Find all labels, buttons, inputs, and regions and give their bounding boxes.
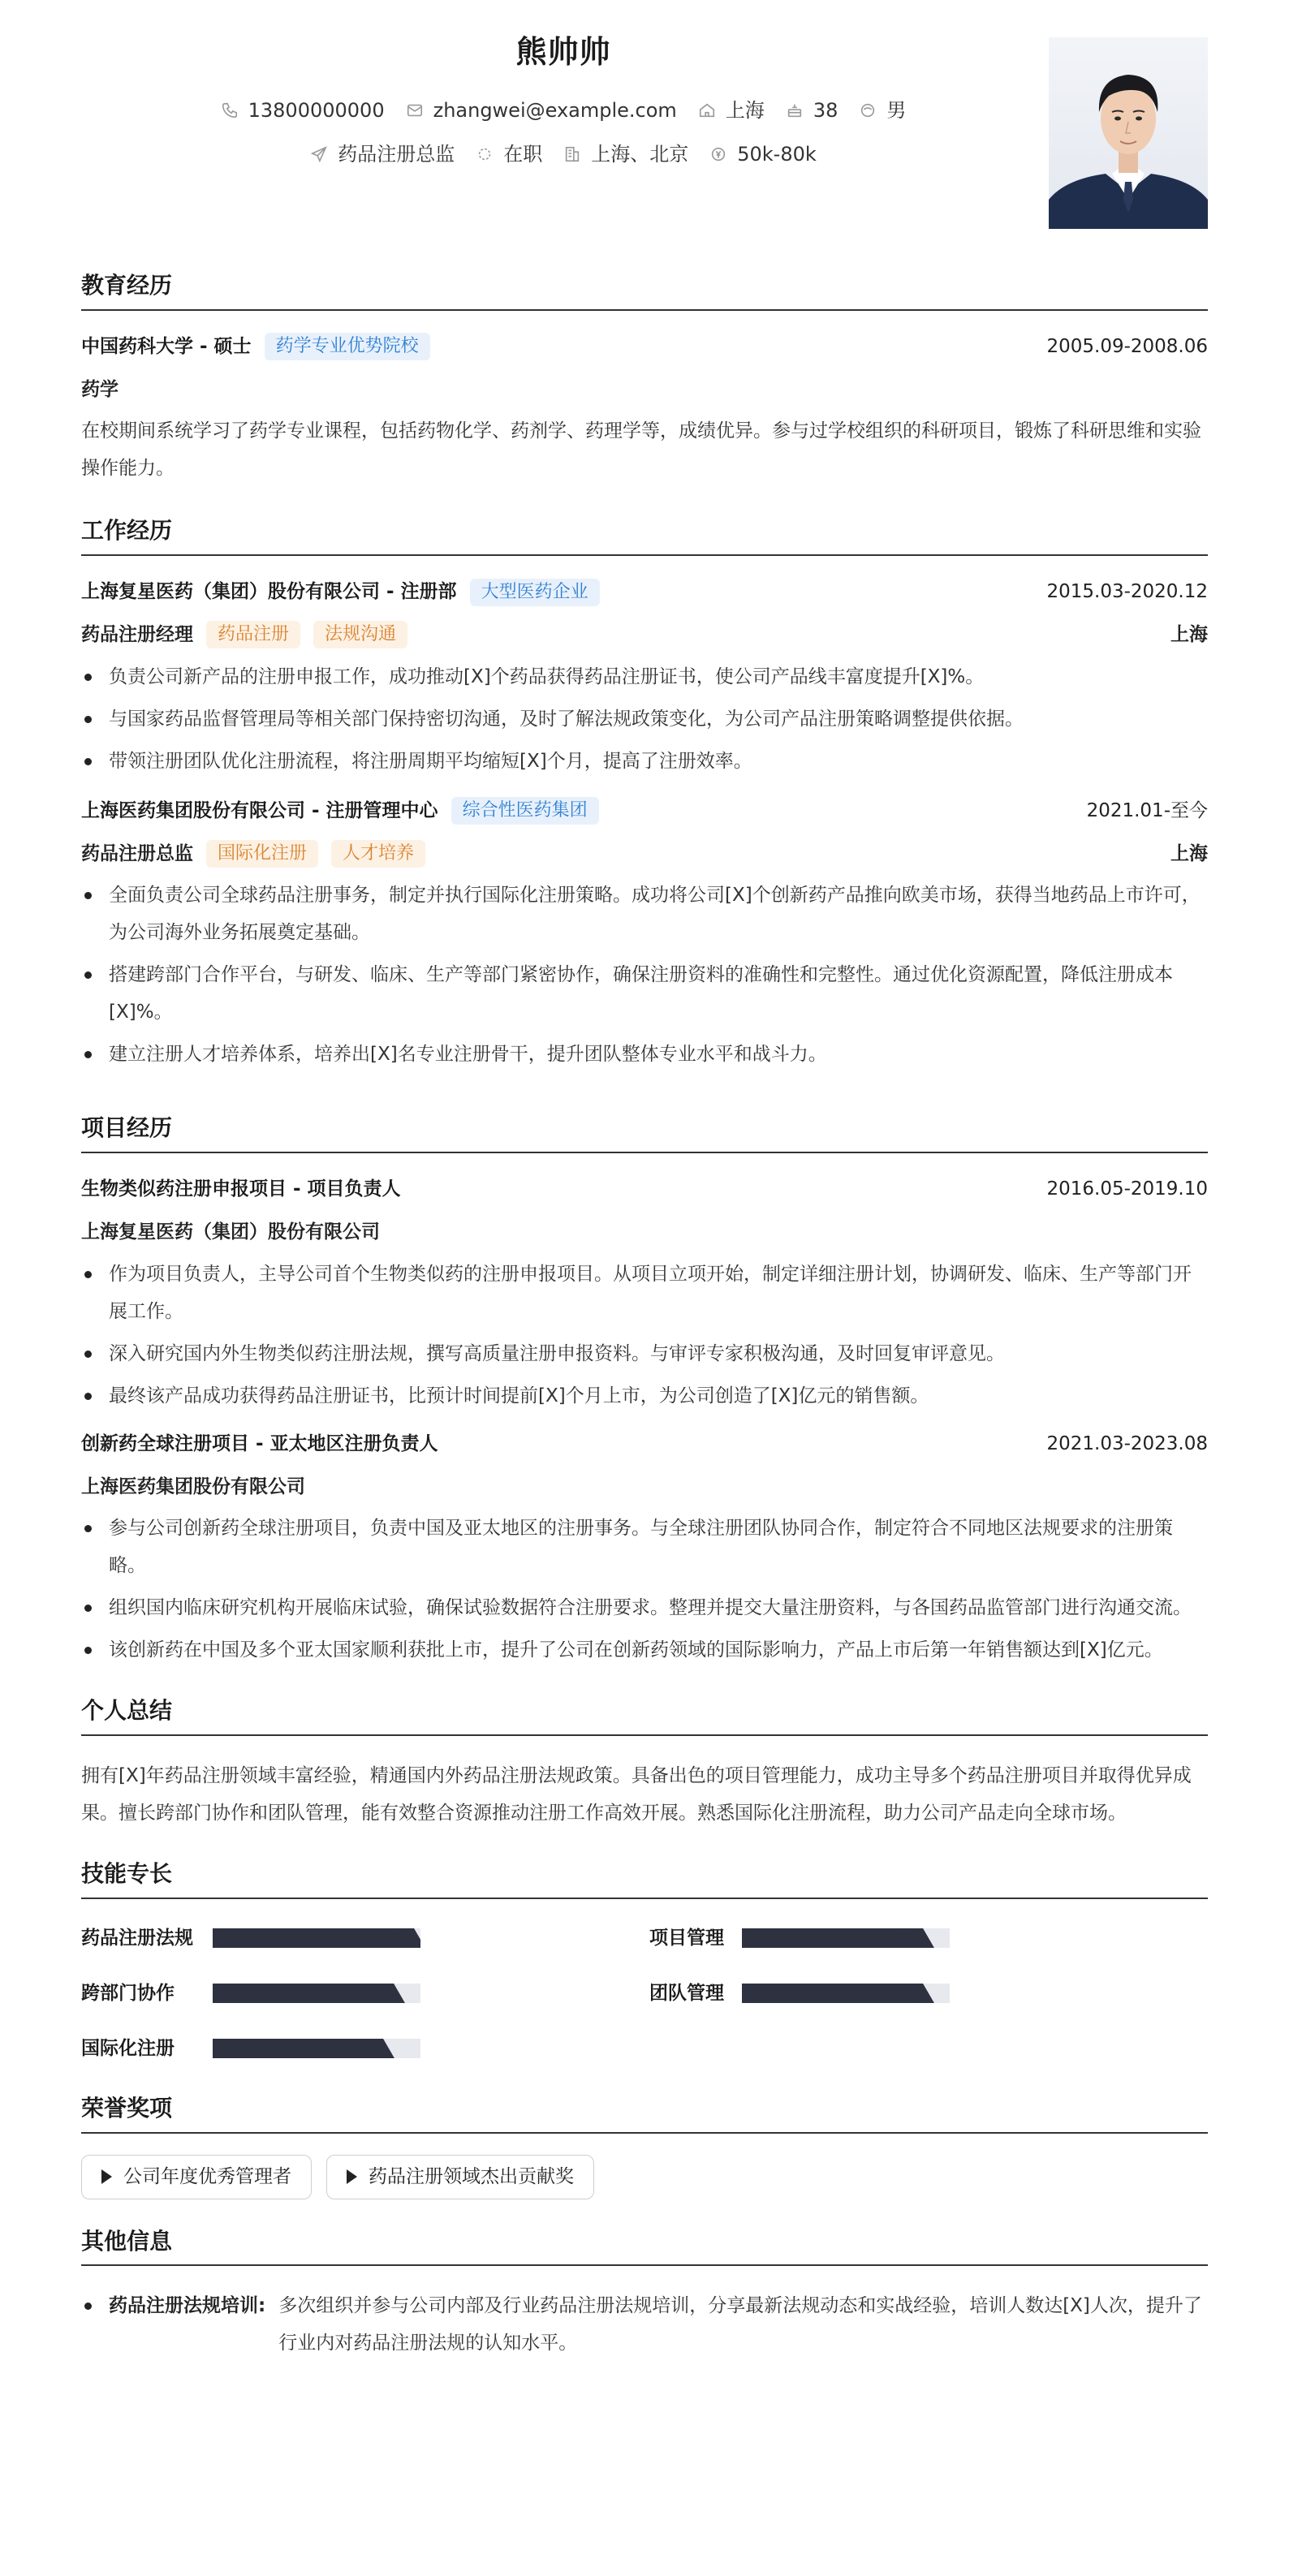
skill-bar-fill	[213, 2039, 379, 2058]
position-item	[310, 139, 455, 170]
salary-text: 50k-80k	[737, 143, 817, 166]
project-title: 项目经历	[81, 1110, 1208, 1153]
gender-icon	[859, 101, 877, 119]
profile-photo	[1049, 37, 1208, 229]
school-tag: 药学专业优势院校	[265, 333, 430, 360]
city-text: 上海	[725, 99, 765, 122]
project-entry	[81, 1174, 1208, 1415]
contact-row	[81, 95, 1045, 126]
company-name: 上海医药集团股份有限公司 - 注册管理中心	[81, 799, 438, 821]
skill-item	[649, 1920, 1136, 1956]
other-section	[81, 2224, 1208, 2363]
project-org: 上海医药集团股份有限公司	[81, 1475, 305, 1497]
location-item	[563, 139, 688, 170]
work-role-group	[81, 620, 407, 650]
status-text: 在职	[503, 143, 543, 166]
building-icon	[563, 145, 581, 163]
send-icon	[310, 145, 328, 163]
list-item: 深入研究国内外生物类似药注册法规，撰写高质量注册申报资料。与审评专家积极沟通，及时回复审评意见。	[81, 1335, 1208, 1372]
salary-item	[709, 139, 817, 170]
phone-icon	[221, 101, 239, 119]
list-item: 搭建跨部门合作平台，与研发、临床、生产等部门紧密协作，确保注册资料的准确性和完整性。通过优化资源配置，降低注册成本[X]%。	[81, 956, 1208, 1031]
company-tag: 综合性医药集团	[451, 797, 599, 825]
project-row	[81, 1429, 1208, 1459]
award-label: 药品注册领域杰出贡献奖	[369, 2165, 574, 2187]
project-entry	[81, 1429, 1208, 1669]
education-desc: 在校期间系统学习了药学专业课程，包括药物化学、药剂学、药理学等，成绩优异。参与过学校组织的科研项目，锻炼了科研思维和实验操作能力。	[81, 420, 1201, 480]
project-name: 生物类似药注册申报项目 - 项目负责人	[81, 1178, 401, 1200]
skill-bar	[213, 1928, 420, 1948]
project-name: 创新药全球注册项目 - 亚太地区注册负责人	[81, 1432, 438, 1454]
skill-bar	[213, 2039, 420, 2058]
work-bullets	[81, 877, 1208, 1073]
skill-item	[81, 1920, 649, 1956]
status-icon	[476, 145, 494, 163]
skill-bar-fill	[742, 1928, 919, 1948]
other-item	[81, 2287, 1208, 2362]
skill-item	[81, 2031, 649, 2066]
skill-name: 团队管理	[649, 1982, 724, 2004]
award-chip[interactable]	[81, 2155, 312, 2199]
summary-section	[81, 1693, 1208, 1832]
list-item: 全面负责公司全球药品注册事务，制定并执行国际化注册策略。成功将公司[X]个创新药产品推向欧美市场，获得当地药品上市许可，为公司海外业务拓展奠定基础。	[81, 877, 1208, 951]
other-value: 多次组织并参与公司内部及行业药品注册法规培训，分享最新法规动态和实战经验，培训人数达[X]人次，提升了行业内对药品注册法规的认知水平。	[278, 2295, 1202, 2354]
age-text: 38	[813, 99, 838, 122]
age-icon	[786, 101, 804, 119]
awards-title: 荣誉奖项	[81, 2091, 1208, 2134]
skills-grid	[81, 1920, 1208, 2066]
work-skill-tag: 法规沟通	[313, 621, 407, 648]
list-item: 最终该产品成功获得药品注册证书，比预计时间提前[X]个月上市，为公司创造了[X]亿元的销售额。	[81, 1377, 1208, 1415]
work-row	[81, 577, 1208, 607]
education-row	[81, 332, 1208, 362]
location-text: 上海、北京	[591, 143, 689, 166]
list-item: 作为项目负责人，主导公司首个生物类似药的注册申报项目。从项目立项开始，制定详细注册计划，协调研发、临床、生产等部门开展工作。	[81, 1256, 1208, 1330]
work-city: 上海	[1170, 623, 1208, 645]
education-title: 教育经历	[81, 268, 1208, 311]
salary-icon	[709, 145, 727, 163]
work-role-row	[81, 839, 1208, 869]
education-major: 药学	[81, 378, 119, 400]
list-item: 带领注册团队优化注册流程，将注册周期平均缩短[X]个月，提高了注册效率。	[81, 743, 1208, 780]
work-bullets	[81, 658, 1208, 780]
work-skill-tag: 药品注册	[206, 621, 300, 648]
work-role-row	[81, 620, 1208, 650]
work-date: 2015.03-2020.12	[1046, 581, 1208, 603]
candidate-name: 熊帅帅	[515, 34, 611, 70]
gender-text: 男	[886, 99, 907, 122]
list-item: 建立注册人才培养体系，培养出[X]名专业注册骨干，提升团队整体专业水平和战斗力。	[81, 1036, 1208, 1073]
work-role-group	[81, 839, 425, 869]
work-role: 药品注册经理	[81, 623, 193, 645]
education-heading	[81, 332, 430, 362]
skill-bar-fill	[213, 1984, 390, 2003]
city-item	[698, 95, 765, 126]
project-date: 2016.05-2019.10	[1046, 1178, 1208, 1200]
work-skill-tag: 人才培养	[331, 840, 425, 868]
status-item	[476, 139, 542, 170]
work-city: 上海	[1170, 842, 1208, 864]
play-icon	[101, 2169, 112, 2184]
skill-name: 跨部门协作	[81, 1982, 175, 2004]
other-key: 药品注册法规培训:	[81, 2287, 265, 2362]
gender-item	[859, 95, 906, 126]
list-item: 组织国内临床研究机构开展临床试验，确保试验数据符合注册要求。整理并提交大量注册资料，与各国药品监管部门进行沟通交流。	[81, 1589, 1208, 1626]
list-item: 参与公司创新药全球注册项目，负责中国及亚太地区的注册事务。与全球注册团队协同合作，制定符合不同地区法规要求的注册策略。	[81, 1510, 1208, 1584]
work-role: 药品注册总监	[81, 842, 193, 864]
award-label: 公司年度优秀管理者	[123, 2165, 291, 2187]
project-section	[81, 1110, 1208, 1669]
skills-section	[81, 1856, 1208, 2066]
work-entry	[81, 796, 1208, 1074]
resume-header	[81, 0, 1208, 235]
education-section	[81, 268, 1208, 487]
company-tag: 大型医药企业	[470, 579, 600, 606]
work-date: 2021.01-至今	[1086, 799, 1208, 821]
skill-item	[649, 1975, 1136, 2011]
school-name: 中国药科大学 - 硕士	[81, 335, 252, 357]
skill-bar-fill	[742, 1984, 919, 2003]
mail-icon	[406, 101, 424, 119]
home-icon	[698, 101, 716, 119]
work-heading	[81, 796, 599, 826]
award-chip[interactable]	[326, 2155, 594, 2199]
summary-title: 个人总结	[81, 1693, 1208, 1736]
work-row	[81, 796, 1208, 826]
phone-text: 13800000000	[248, 99, 385, 122]
list-item: 负责公司新产品的注册申报工作，成功推动[X]个药品获得药品注册证书，使公司产品线丰富度提升[X]%。	[81, 658, 1208, 696]
skill-name: 项目管理	[649, 1927, 724, 1949]
skill-item	[81, 1975, 649, 2011]
skill-bar	[742, 1928, 950, 1948]
age-item	[786, 95, 838, 126]
list-item: 与国家药品监督管理局等相关部门保持密切沟通，及时了解法规政策变化，为公司产品注册策略调整提供依据。	[81, 700, 1208, 738]
education-date: 2005.09-2008.06	[1046, 335, 1208, 357]
project-date: 2021.03-2023.08	[1046, 1432, 1208, 1454]
email-item	[406, 95, 677, 126]
project-bullets	[81, 1256, 1208, 1415]
skill-name: 国际化注册	[81, 2037, 175, 2059]
other-title: 其他信息	[81, 2224, 1208, 2267]
email-text: zhangwei@example.com	[433, 99, 677, 122]
work-heading	[81, 577, 600, 607]
awards-section	[81, 2091, 1208, 2199]
job-row	[81, 139, 1045, 170]
work-skill-tag: 国际化注册	[206, 840, 318, 868]
project-org: 上海复星医药（集团）股份有限公司	[81, 1221, 380, 1243]
awards-list	[81, 2155, 1208, 2199]
work-section	[81, 513, 1208, 1073]
work-entry	[81, 577, 1208, 780]
list-item: 该创新药在中国及多个亚太国家顺利获批上市，提升了公司在创新药领域的国际影响力，产品上市后第一年销售额达到[X]亿元。	[81, 1631, 1208, 1669]
play-icon	[347, 2169, 357, 2184]
work-title: 工作经历	[81, 513, 1208, 556]
summary-text: 拥有[X]年药品注册领域丰富经验，精通国内外药品注册法规政策。具备出色的项目管理能力，成功主导多个药品注册项目并取得优异成果。擅长跨部门协作和团队管理，能有效整合资源推动注册工作高效开展。熟悉国际化注册流程，助力公司产品走向全球市场。	[81, 1765, 1192, 1824]
skills-title: 技能专长	[81, 1856, 1208, 1899]
company-name: 上海复星医药（集团）股份有限公司 - 注册部	[81, 581, 457, 603]
project-row	[81, 1174, 1208, 1204]
skill-bar	[742, 1984, 950, 2003]
skill-bar	[213, 1984, 420, 2003]
phone-item	[221, 95, 385, 126]
position-text: 药品注册总监	[338, 143, 455, 166]
project-bullets	[81, 1510, 1208, 1669]
skill-name: 药品注册法规	[81, 1927, 193, 1949]
skill-bar-fill	[213, 1928, 410, 1948]
